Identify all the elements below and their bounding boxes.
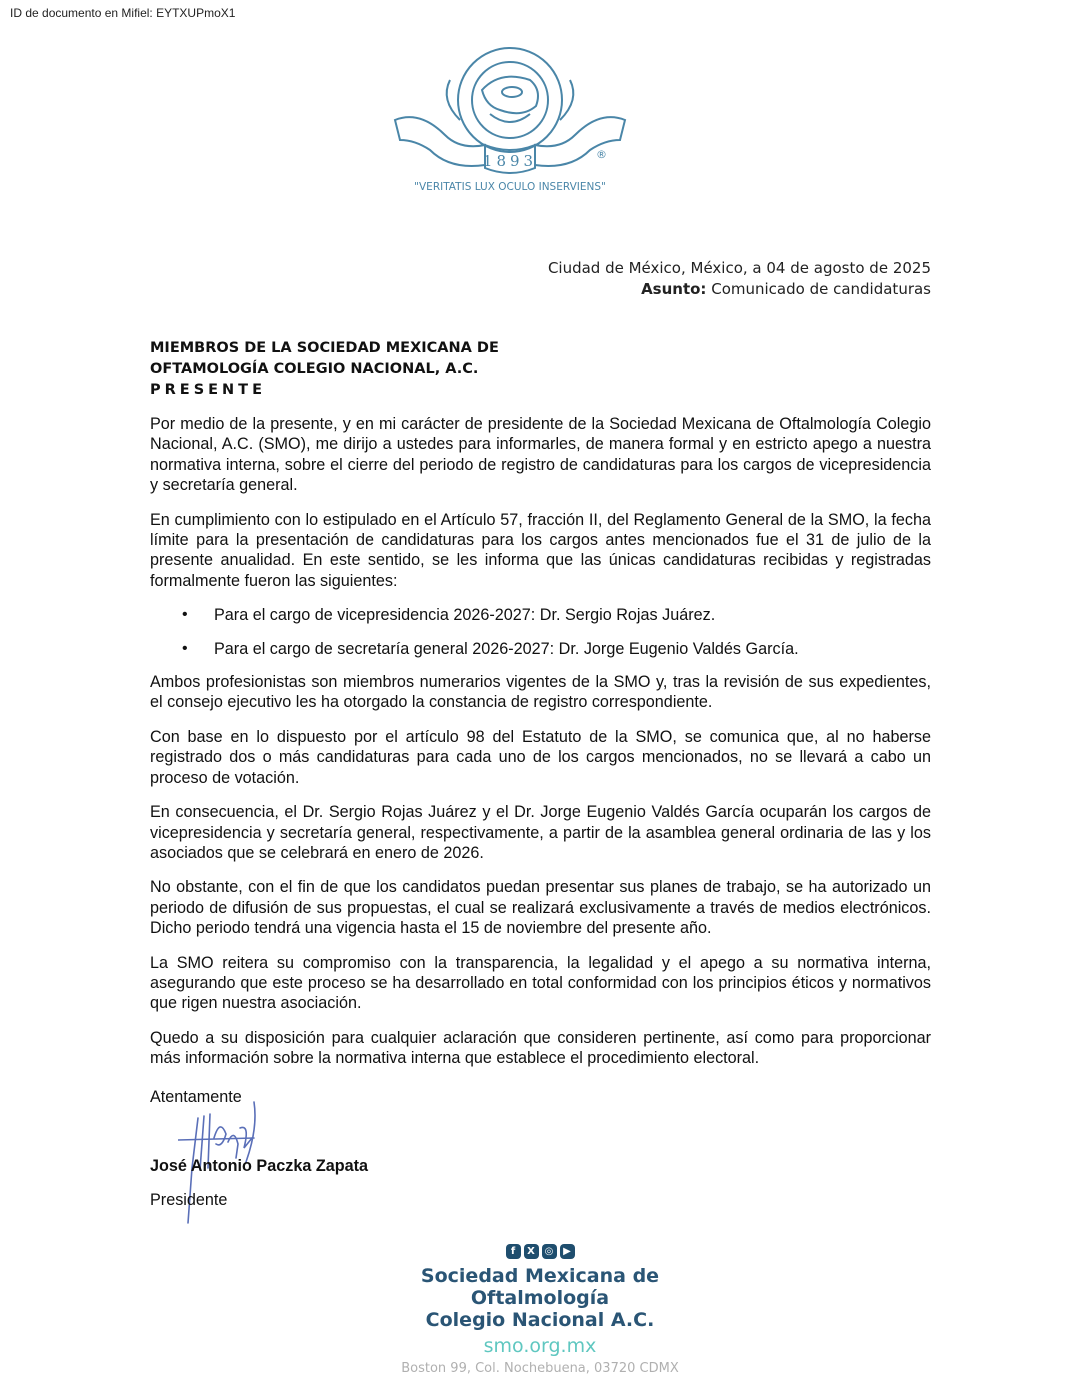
- svg-text:"VERITATIS LUX OCULO INSERVIEN: "VERITATIS LUX OCULO INSERVIENS": [414, 181, 606, 193]
- place-date: Ciudad de México, México, a 04 de agosto de 2025: [547, 259, 931, 277]
- letterhead-footer: [360, 1244, 720, 1376]
- addressee-block: [150, 338, 499, 401]
- paragraph-consequence: En consecuencia, el Dr. Sergio Rojas Juárez y el Dr. Jorge Eugenio Valdés García ocuparán los cargos de vicepresidencia y secretaría general, respectivamente, a partir de la asamblea general ordinaria de las y los asociados que se celebrará en enero de 2026.: [150, 803, 931, 862]
- svg-text:®: ®: [596, 148, 607, 161]
- addressee-line-2: OFTAMOLOGÍA COLEGIO NACIONAL, A.C.: [150, 361, 479, 377]
- date-subject-block: [548, 258, 931, 300]
- footer-org-name-1: Sociedad Mexicana de Oftalmología: [420, 1265, 660, 1309]
- paragraph-intro: Por medio de la presente, y en mi carácter de presidente de la Sociedad Mexicana de Oftalmología Colegio Nacional, A.C. (SMO), me dirijo a ustedes para informarles, de manera formal y en estricto apego a nuestra normativa interna, sobre el cierre del periodo de registro de candidaturas para los cargos de vicepresidencia y secretaría general.: [150, 415, 931, 495]
- social-icons: [360, 1244, 720, 1259]
- paragraph-diffusion: No obstante, con el fin de que los candidatos puedan presentar sus planes de trabajo, se ha autorizado un periodo de difusión de sus propuestas, el cual se realizará exclusivamente a través de medios electrónicos. Dicho periodo tendrá una vigencia hasta el 15 de noviembre del presente año.: [150, 878, 931, 938]
- paragraph-commitment: La SMO reitera su compromiso con la transparencia, la legalidad y el apego a su normativa interna, asegurando que este proceso se ha desarrollado en total conformidad con los principios éticos y normativos que rigen nuestra asociación.: [150, 953, 931, 1013]
- footer-org-name-2: Colegio Nacional A.C.: [425, 1309, 655, 1331]
- letter-body: [150, 414, 931, 1083]
- footer-address: Boston 99, Col. Nochebuena, 03720 CDMX: [401, 1361, 679, 1376]
- footer-website-link[interactable]: smo.org.mx: [483, 1335, 597, 1357]
- paragraph-deadline: En cumplimiento con lo estipulado en el Artículo 57, fracción II, del Reglamento General de la SMO, la fecha límite para la presentación de candidaturas para los cargos antes mencionados fue el 31 de julio de la presente anualidad. En este sentido, se les informa que las únicas candidaturas recibidas y registradas formalmente fueron las siguientes:: [150, 510, 931, 590]
- subject-line: [548, 279, 931, 300]
- paragraph-no-vote: Con base en lo dispuesto por el artículo 98 del Estatuto de la SMO, se comunica que, al no haberse registrado dos o más candidaturas para cada uno de los cargos mencionados, no se llevará a cabo un proceso de votación.: [150, 727, 931, 787]
- subject-value: Comunicado de candidaturas: [711, 280, 931, 298]
- x-icon[interactable]: X: [524, 1244, 539, 1259]
- list-item: • Para el cargo de secretaría general 2026-2027: Dr. Jorge Eugenio Valdés García.: [214, 639, 931, 659]
- paragraph-availability: Quedo a su disposición para cualquier aclaración que consideren pertinente, así como para proporcionar más información sobre la normativa interna que establece el procedimiento electoral.: [150, 1028, 931, 1068]
- paragraph-eligibility: Ambos profesionistas son miembros numerarios vigentes de la SMO y, tras la revisión de sus expedientes, el consejo ejecutivo les ha otorgado la constancia de registro correspondiente.: [150, 673, 931, 712]
- signer-name: José Antonio Paczka Zapata: [150, 1157, 368, 1175]
- instagram-icon[interactable]: ◎: [542, 1244, 557, 1259]
- subject-label: Asunto:: [641, 280, 707, 298]
- smo-crest-icon: [390, 40, 630, 200]
- smo-logo: [390, 40, 630, 200]
- list-item: • Para el cargo de vicepresidencia 2026-2027: Dr. Sergio Rojas Juárez.: [214, 605, 931, 625]
- addressee-presente: PRESENTE: [150, 382, 266, 398]
- candidates-list: [150, 605, 931, 659]
- closing-salutation: Atentamente: [150, 1088, 242, 1106]
- document-id: ID de documento en Mifiel: EYTXUPmoX1: [10, 6, 236, 20]
- svg-text:1893: 1893: [482, 152, 538, 170]
- facebook-icon[interactable]: f: [506, 1244, 521, 1259]
- signer-role: Presidente: [150, 1191, 228, 1209]
- addressee-line-1: MIEMBROS DE LA SOCIEDAD MEXICANA DE: [150, 340, 499, 356]
- youtube-icon[interactable]: ▶: [560, 1244, 575, 1259]
